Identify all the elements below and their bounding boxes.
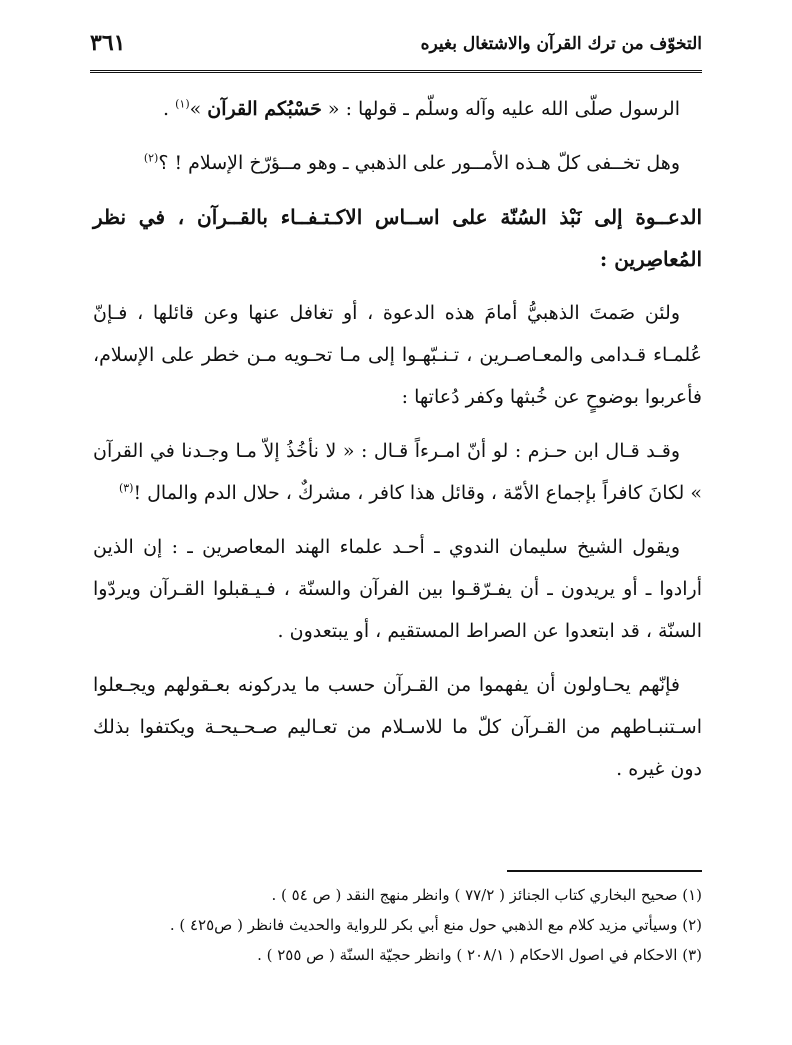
- paragraph-2: [93, 142, 702, 184]
- footnote-3: (٣) الاحكام في اصول الاحكام ( ٢٠٨/١ ) وانظر حجيّة السنّة ( ص ٢٥٥ ) .: [257, 946, 702, 964]
- footnote-separator: [507, 870, 702, 872]
- paragraph-1-text: الرسول صلّى الله عليه وآله وسلّم ـ قولها : «: [321, 98, 680, 120]
- footnote-ref-1[interactable]: (١): [175, 97, 190, 111]
- header-rule: [90, 70, 702, 73]
- paragraph-4: [93, 430, 702, 514]
- section-heading: الدعــوة إلى نَبْذ السُنّة على اســاس الاكـتـفــاء بالقــرآن ، في نظر المُعاصِرين :: [93, 205, 702, 271]
- quote-close: »: [189, 98, 208, 120]
- page-number: ٣٦١: [90, 30, 126, 56]
- footnote-ref-3[interactable]: (٣): [118, 481, 134, 495]
- quote-hasbukum-quran: حَسْبُكم القرآن: [207, 98, 322, 120]
- footnote-2: (٢) وسيأتي مزيد كلام مع الذهبي حول منع أبي بكر للرواية والحديث فانظر ( ص٤٢٥ ) .: [169, 916, 702, 934]
- paragraph-1-end: .: [163, 98, 176, 120]
- page-body: [93, 88, 702, 802]
- paragraph-6: فإنّهم يحـاولون أن يفهموا من القـرآن حسب ما يدركونه بعـقولهم ويجـعلوا اسـتنبـاطهم من القـرآن كلّ ما للاسـلام من تعـاليم صـحـيحـة ويكتفوا بذلك دون غيره .: [93, 674, 702, 780]
- footnote-ref-2[interactable]: (٢): [143, 151, 159, 165]
- paragraph-1: [93, 88, 702, 130]
- footnotes: [90, 880, 702, 970]
- paragraph-4-text: وقـد قـال ابن حـزم : لو أنّ امـرءاً قـال : « لا نأخُذُ إلاّ مـا وجـدنا في القرآن » لكانَ كافراً بإجماع الأمّة ، وقائل هذا كافر ، مشركٌ ، حلال الدم والمال !: [93, 440, 702, 504]
- paragraph-3: ولئن صَمتَ الذهبيُّ أمامَ هذه الدعوة ، أو تغافل عنها وعن قائلها ، فـإنّ عُلمـاء قـدامى والمعـاصـرين ، تـنـبّهـوا إلى مـا تحـويه مـن خطر على الإسلام، فأعربوا بوضوحٍ عن خُبثها وكفر دُعاتها :: [93, 302, 702, 408]
- page-header: [90, 28, 702, 68]
- footnote-1: (١) صحيح البخاري كتاب الجنائز ( ٧٧/٢ ) وانظر منهج النقد ( ص ٥٤ ) .: [271, 886, 702, 904]
- paragraph-5: ويقول الشيخ سليمان الندوي ـ أحـد علماء الهند المعاصرين ـ : إن الذين أرادوا ـ أو يريدون ـ أن يفـرّقـوا بين الفرآن والسنّة ، فـيـقبلوا القـرآن ويردّوا السنّة ، قد ابتعدوا عن الصراط المستقيم ، أو يبتعدون .: [93, 536, 702, 642]
- paragraph-2-text: وهل تخــفى كلّ هـذه الأمــور على الذهبي ـ وهو مــؤرّخ الإسلام ! ؟: [158, 152, 680, 174]
- running-title: التخوّف من ترك القرآن والاشتغال بغيره: [420, 34, 702, 54]
